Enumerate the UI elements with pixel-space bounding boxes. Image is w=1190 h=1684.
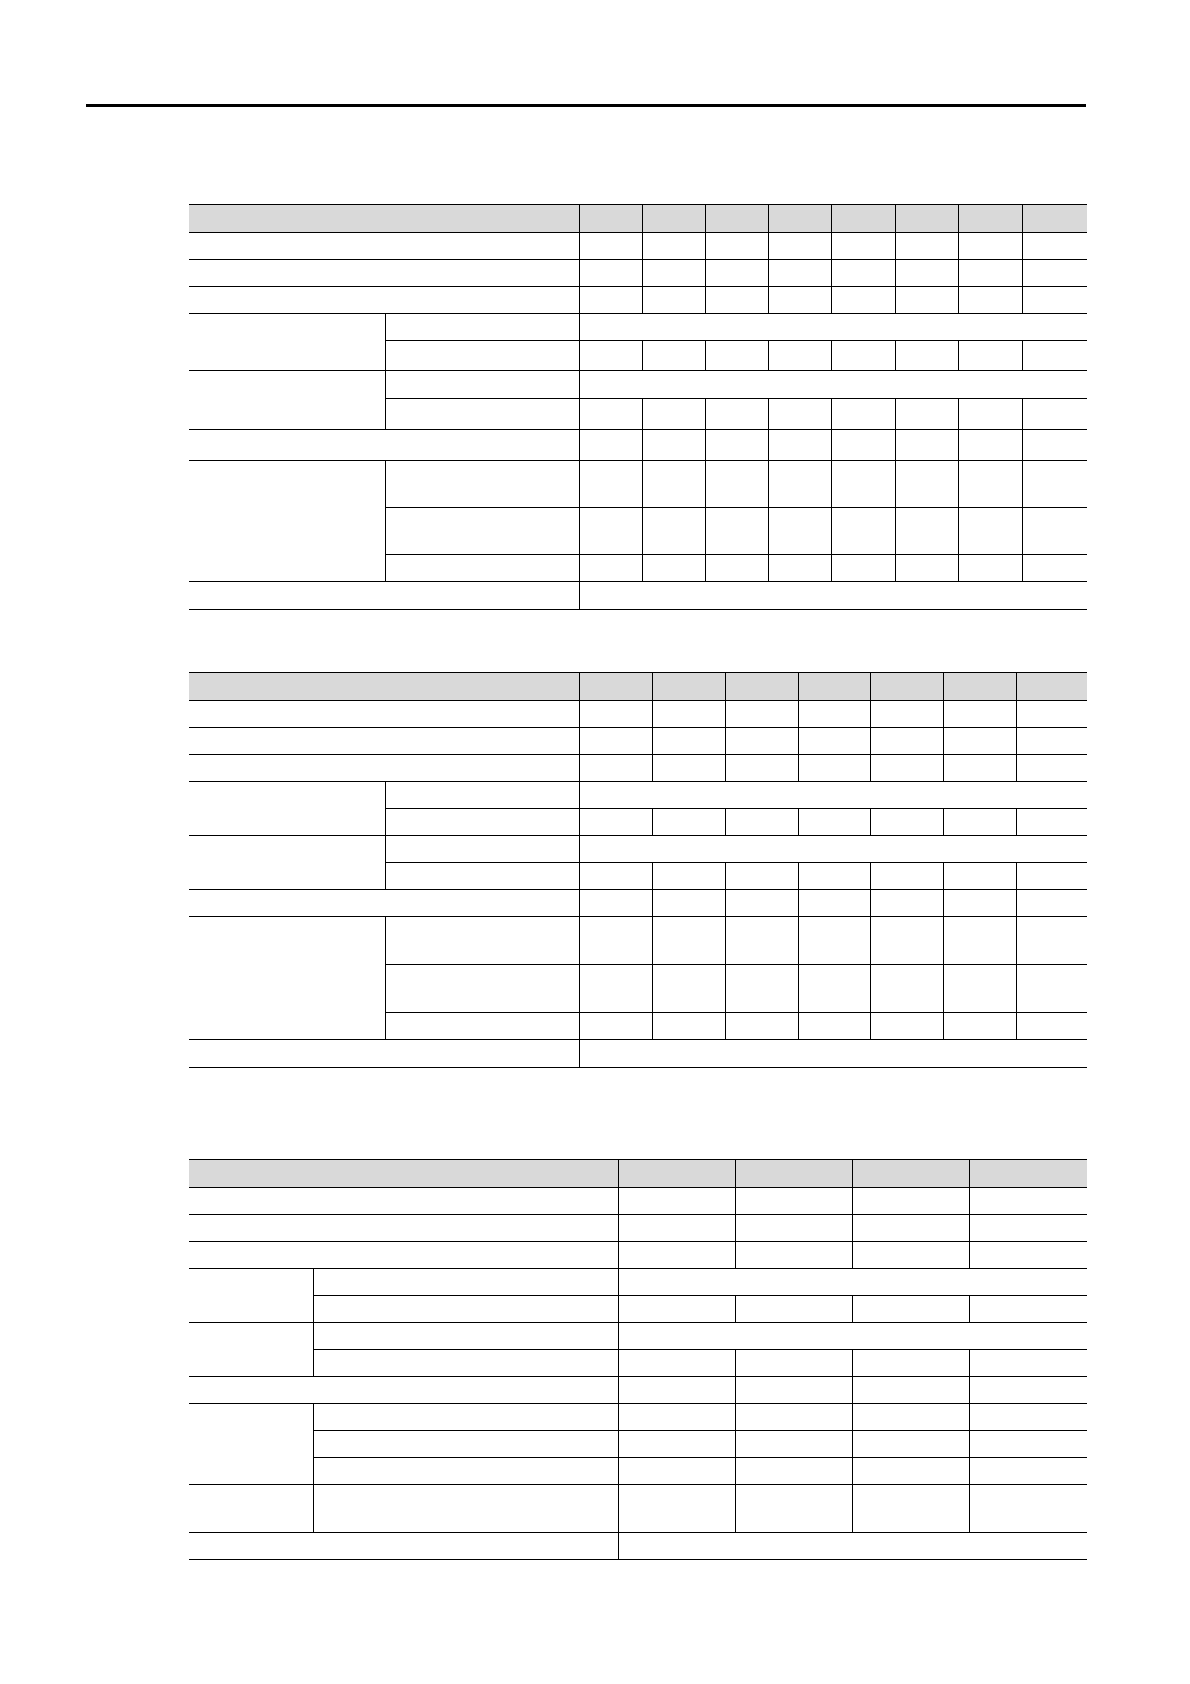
table-row: [189, 1350, 1087, 1377]
table-row: [189, 1040, 1087, 1068]
spec-table-2: [189, 672, 1087, 1068]
table-row: [189, 1431, 1087, 1458]
spec-table-3: [189, 1159, 1087, 1560]
header-cell: [1016, 673, 1087, 701]
table-row: [189, 701, 1087, 728]
table-row: [189, 755, 1087, 782]
header-cell: [969, 1160, 1087, 1188]
header-cell: [768, 205, 831, 233]
table-row: [189, 917, 1087, 965]
header-cell: [189, 673, 579, 701]
header-cell: [798, 673, 870, 701]
table-row: [189, 430, 1087, 461]
table-row: [189, 1188, 1087, 1215]
table-row: [189, 260, 1087, 287]
header-cell: [1022, 205, 1087, 233]
table-row: [189, 1533, 1087, 1560]
table-row: [189, 371, 1087, 399]
table-row: [189, 1377, 1087, 1404]
header-cell: [895, 205, 958, 233]
header-cell: [831, 205, 895, 233]
header-cell: [642, 205, 705, 233]
table-row: [189, 1242, 1087, 1269]
table-row: [189, 836, 1087, 863]
table-row: [189, 1323, 1087, 1350]
header-cell: [725, 673, 798, 701]
header-cell: [189, 1160, 618, 1188]
table-row: [189, 1269, 1087, 1296]
table-header-row: [189, 673, 1087, 701]
table-row: [189, 1215, 1087, 1242]
table-row: [189, 890, 1087, 917]
spec-table-1: [189, 204, 1087, 610]
table-row: [189, 314, 1087, 341]
header-cell: [705, 205, 768, 233]
header-cell: [735, 1160, 852, 1188]
header-cell: [579, 673, 652, 701]
header-cell: [618, 1160, 735, 1188]
table-row: [189, 1458, 1087, 1485]
header-cell: [943, 673, 1016, 701]
table-row: [189, 1296, 1087, 1323]
table-row: [189, 728, 1087, 755]
table-row: [189, 287, 1087, 314]
header-cell: [189, 205, 579, 233]
table-row: [189, 782, 1087, 809]
table-header-row: [189, 1160, 1087, 1188]
table-header-row: [189, 205, 1087, 233]
header-cell: [870, 673, 943, 701]
header-cell: [958, 205, 1022, 233]
table-row: [189, 233, 1087, 260]
table-row: [189, 461, 1087, 508]
table-row: [189, 582, 1087, 610]
table-row: [189, 1404, 1087, 1431]
header-cell: [852, 1160, 969, 1188]
header-rule: [86, 104, 1086, 107]
table-row: [189, 1485, 1087, 1533]
header-cell: [652, 673, 725, 701]
header-cell: [579, 205, 642, 233]
